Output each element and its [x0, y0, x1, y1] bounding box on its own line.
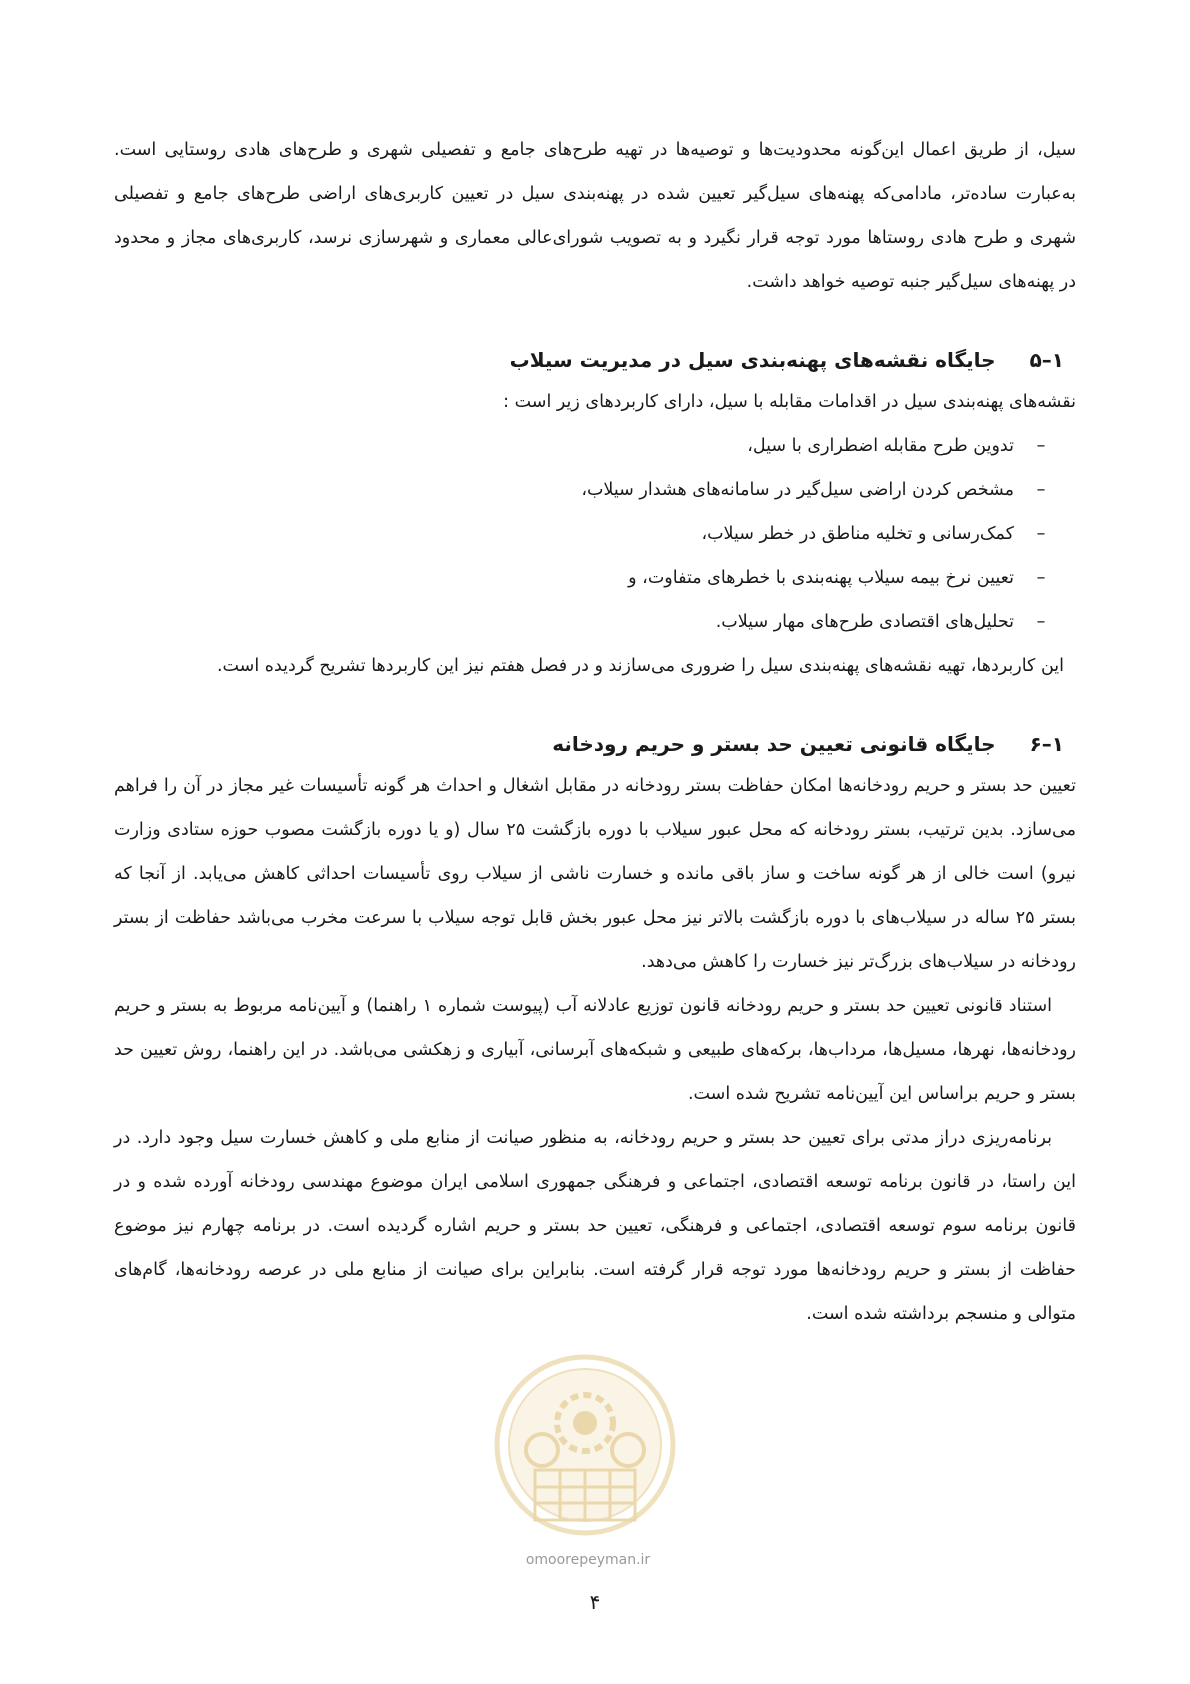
body-paragraph: استناد قانونی تعیین حد بستر و حریم رودخانه قانون توزیع عادلانه آب (پیوست شماره ۱ راهنما) و آیین‌نامه مربوط به بستر و حریم رودخانه‌ها، نهرها، مسیل‌ها، مرداب‌ها، برکه‌های طبیعی و شبکه‌های آبرسانی، آبیاری و زهکشی می‌باشد. در این راهنما، روش تعیین حد بستر و حریم براساس این آیین‌نامه تشریح شده است. [114, 996, 1076, 1104]
section-number: ۱–۵ [1029, 348, 1064, 372]
bullet-marker: – [1036, 612, 1046, 632]
section-title: جایگاه نقشه‌های پهنه‌بندی سیل در مدیریت سیلاب [509, 348, 996, 372]
bullet-list [114, 424, 1076, 644]
after-list-paragraph: این کاربردها، تهیه نقشه‌های پهنه‌بندی سیل را ضروری می‌سازند و در فصل هفتم نیز این کاربردها تشریح گردیده است. [216, 656, 1064, 676]
list-item: – تعیین نرخ بیمه سیلاب پهنه‌بندی با خطرهای متفاوت، و [114, 556, 1048, 600]
bullet-marker: – [1036, 568, 1046, 588]
list-item: – تدوین طرح مقابله اضطراری با سیل، [114, 424, 1048, 468]
bullet-marker: – [1036, 524, 1046, 544]
watermark-url: omoorepeyman.ir [525, 1552, 651, 1568]
page-number: ۴ [589, 1590, 601, 1614]
list-item: – تحلیل‌های اقتصادی طرح‌های مهار سیلاب. [114, 600, 1048, 644]
section-intro: نقشه‌های پهنه‌بندی سیل در اقدامات مقابله با سیل، دارای کاربردهای زیر است : [503, 392, 1076, 412]
section-heading-1-5 [114, 340, 1076, 380]
bullet-marker: – [1036, 436, 1046, 456]
list-item: – کمک‌رسانی و تخلیه مناطق در خطر سیلاب، [114, 512, 1048, 556]
body-paragraph: برنامه‌ریزی دراز مدتی برای تعیین حد بستر و حریم رودخانه، به منظور صیانت از منابع ملی و کاهش خسارت سیل وجود دارد. در این راستا، در قانون برنامه توسعه اقتصادی، اجتماعی و فرهنگی جمهوری اسلامی ایران موضوع مهندسی رودخانه آورده شده و در قانون برنامه سوم توسعه اقتصادی، اجتماعی و فرهنگی، تعیین حد بستر و حریم اشاره گردیده است. در برنامه چهارم نیز موضوع حفاظت از بستر و حریم رودخانه‌ها مورد توجه قرار گرفته است. بنابراین برای صیانت از منابع ملی در عرصه رودخانه‌ها، گام‌های متوالی و منسجم برداشته شده است. [114, 1128, 1076, 1324]
section-title: جایگاه قانونی تعیین حد بستر و حریم رودخانه [552, 732, 996, 756]
page-content [114, 128, 1076, 1336]
list-item: – مشخص کردن اراضی سیل‌گیر در سامانه‌های هشدار سیلاب، [114, 468, 1048, 512]
intro-paragraph: سیل، از طریق اعمال این‌گونه محدودیت‌ها و توصیه‌ها در تهیه طرح‌های جامع و تفصیلی شهری و طرح‌های هادی روستایی است. به‌عبارت ساده‌تر، مادامی‌که پهنه‌های سیل‌گیر تعیین شده در پهنه‌بندی سیل در تعیین کاربری‌های اراضی طرح‌های جامع و تفصیلی شهری و طرح هادی روستاها مورد توجه قرار نگیرد و به تصویب شورای‌عالی معماری و شهرسازی نرسد، کاربری‌های مجاز و محدود در پهنه‌های سیل‌گیر جنبه توصیه خواهد داشت. [114, 140, 1076, 292]
seal-logo-icon [490, 1345, 680, 1565]
section-number: ۱–۶ [1029, 732, 1064, 756]
body-paragraph: تعیین حد بستر و حریم رودخانه‌ها امکان حفاظت بستر رودخانه در مقابل اشغال و احداث هر گونه تأسیسات غیر مجاز در آن را فراهم می‌سازد. بدین ترتیب، بستر رودخانه که محل عبور سیلاب با دوره بازگشت ۲۵ سال (و یا دوره بازگشت مصوب حوزه ستادی وزارت نیرو) است خالی از هر گونه ساخت و ساز باقی مانده و خسارت ناشی از سیلاب روی تأسیسات احداثی کاهش می‌یابد. از آنجا که بستر ۲۵ ساله در سیلاب‌های با دوره بازگشت بالاتر نیز محل عبور بخش قابل توجه سیلاب با سرعت مخرب می‌باشد حفاظت از بستر رودخانه در سیلاب‌های بزرگ‌تر نیز خسارت را کاهش می‌دهد. [114, 776, 1077, 972]
section-heading-1-6 [114, 724, 1076, 764]
bullet-marker: – [1036, 480, 1046, 500]
